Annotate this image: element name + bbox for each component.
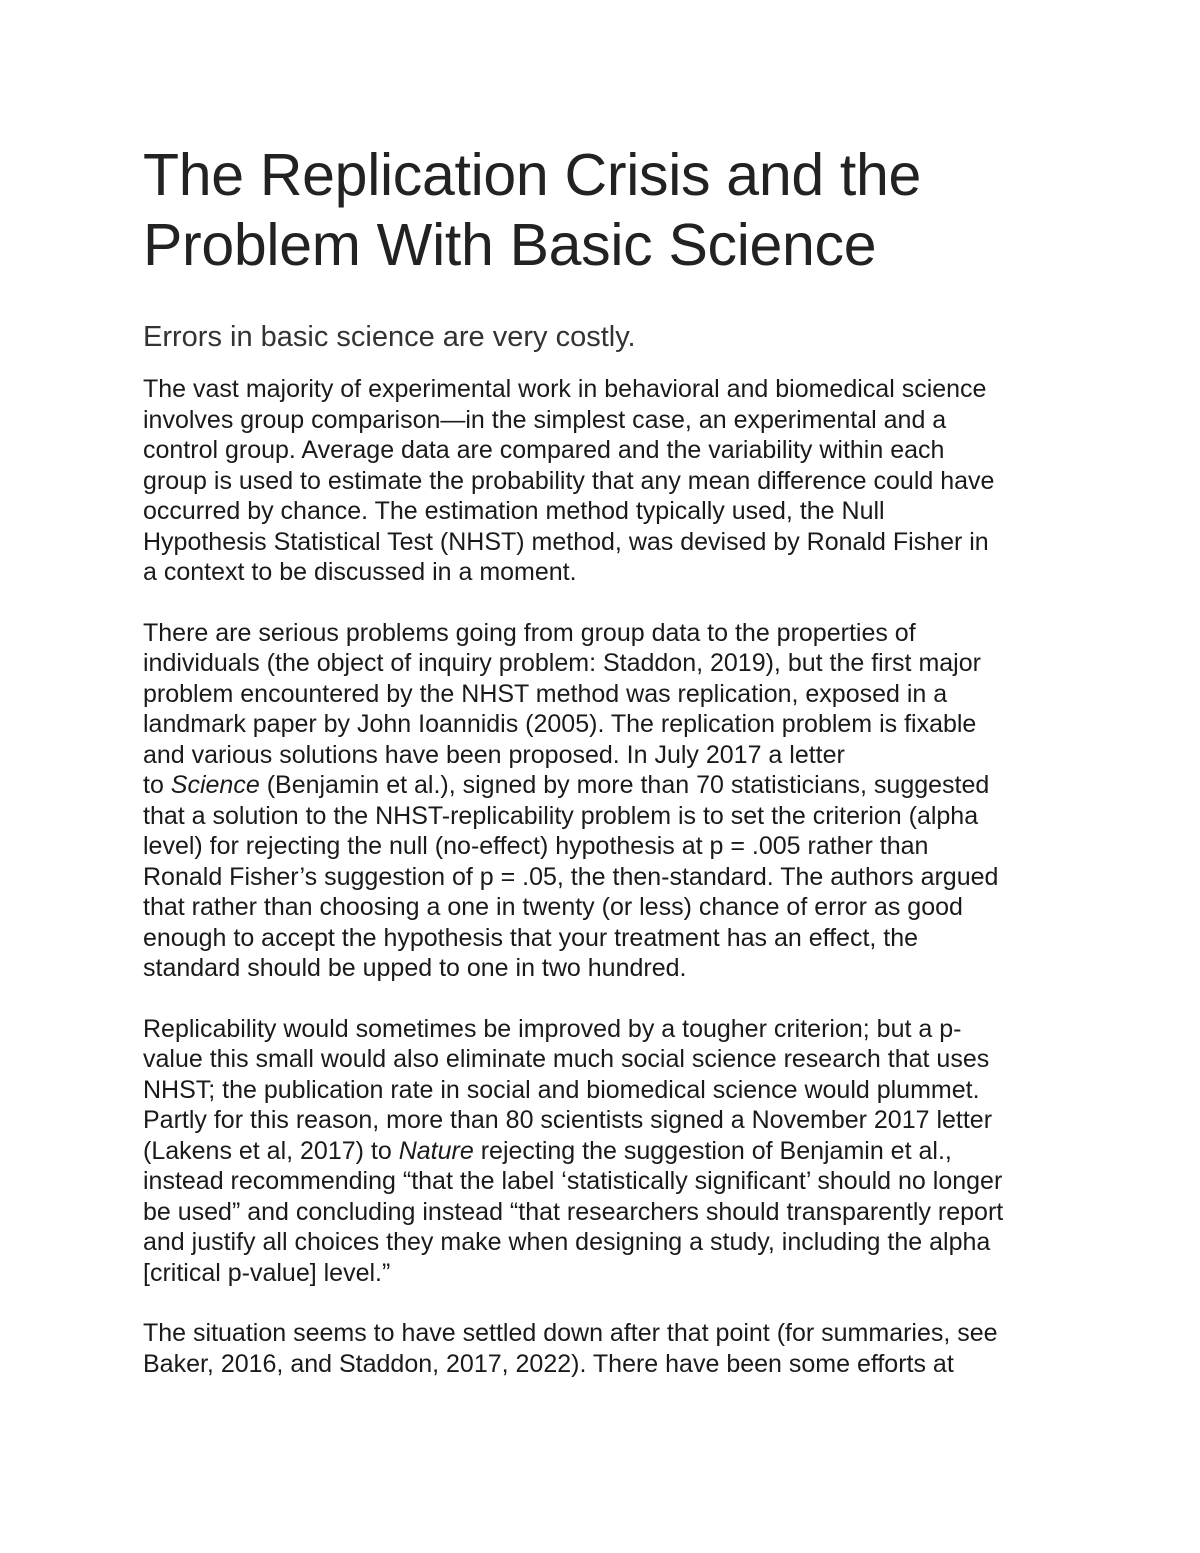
text-line: control group. Average data are compared and the variability within each: [143, 436, 945, 464]
text-segment: to: [143, 771, 171, 799]
text-line: problem encountered by the NHST method was replication, exposed in a: [143, 679, 948, 708]
paragraph-4: [143, 1318, 1073, 1379]
text-line: NHST; the publication rate in social and biomedical science would plummet.: [143, 1075, 980, 1104]
text-line: that a solution to the NHST-replicability problem is to set the criterion (alpha: [143, 801, 979, 830]
text-segment: (Lakens et al, 2017) to: [143, 1136, 399, 1165]
paragraph-3: [143, 1014, 1073, 1289]
text-line: that rather than choosing a one in twenty (or less) chance of error as good: [143, 893, 963, 921]
title-line: Problem With Basic Science: [143, 212, 877, 278]
text-line: individuals (the object of inquiry problem: Staddon, 2019), but the first major: [143, 649, 981, 677]
text-line: value this small would also eliminate much social science research that uses: [143, 1045, 990, 1073]
text-line: involves group comparison—in the simplest case, an experimental and a: [143, 405, 947, 434]
text-line: Hypothesis Statistical Test (NHST) method, was devised by Ronald Fisher in: [143, 527, 989, 556]
text-line: group is used to estimate the probability that any mean difference could have: [143, 466, 995, 495]
text-line: standard should be upped to one in two hundred.: [143, 954, 687, 982]
text-line: be used” and concluding instead “that researchers should transparently report: [143, 1197, 1004, 1226]
text-line: and justify all choices they make when designing a study, including the alpha: [143, 1228, 991, 1256]
document-title: [143, 140, 1073, 280]
journal-name-nature: Nature: [398, 1136, 474, 1165]
paragraph-2: [143, 618, 1073, 984]
text-line: [143, 770, 1073, 801]
text-line: Ronald Fisher’s suggestion of p = .05, the then-standard. The authors argued: [143, 862, 999, 891]
paragraph-1: [143, 374, 1073, 588]
text-line: instead recommending “that the label ‘statistically significant’ should no longer: [143, 1167, 1003, 1195]
title-line: The Replication Crisis and the: [143, 142, 922, 208]
text-line: landmark paper by John Ioannidis (2005). The replication problem is fixable: [143, 710, 977, 738]
text-line: There are serious problems going from group data to the properties of: [143, 618, 916, 647]
text-line: Replicability would sometimes be improved by a tougher criterion; but a p-: [143, 1014, 962, 1043]
text-line: enough to accept the hypothesis that your treatment has an effect, the: [143, 923, 919, 952]
journal-name-science: Science: [170, 771, 260, 799]
text-line: Baker, 2016, and Staddon, 2017, 2022). There have been some efforts at: [143, 1349, 954, 1378]
text-line: The situation seems to have settled down after that point (for summaries, see: [143, 1319, 998, 1347]
document-page: [143, 140, 1073, 1379]
text-segment: (Benjamin et al.), signed by more than 70 statisticians, suggested: [259, 771, 990, 799]
text-line: and various solutions have been proposed. In July 2017 a letter: [143, 740, 845, 769]
text-line: [critical p-value] level.”: [143, 1258, 391, 1287]
text-line: level) for rejecting the null (no-effect) hypothesis at p = .005 rather than: [143, 832, 929, 860]
text-line: occurred by chance. The estimation method typically used, the Null: [143, 497, 885, 525]
text-line: Partly for this reason, more than 80 scientists signed a November 2017 letter: [143, 1106, 993, 1134]
text-line: a context to be discussed in a moment.: [143, 558, 577, 586]
document-subtitle: Errors in basic science are very costly.: [143, 321, 636, 353]
text-line: The vast majority of experimental work in behavioral and biomedical science: [143, 375, 987, 403]
text-segment: rejecting the suggestion of Benjamin et al.,: [473, 1136, 952, 1165]
text-line: [143, 1136, 1073, 1167]
